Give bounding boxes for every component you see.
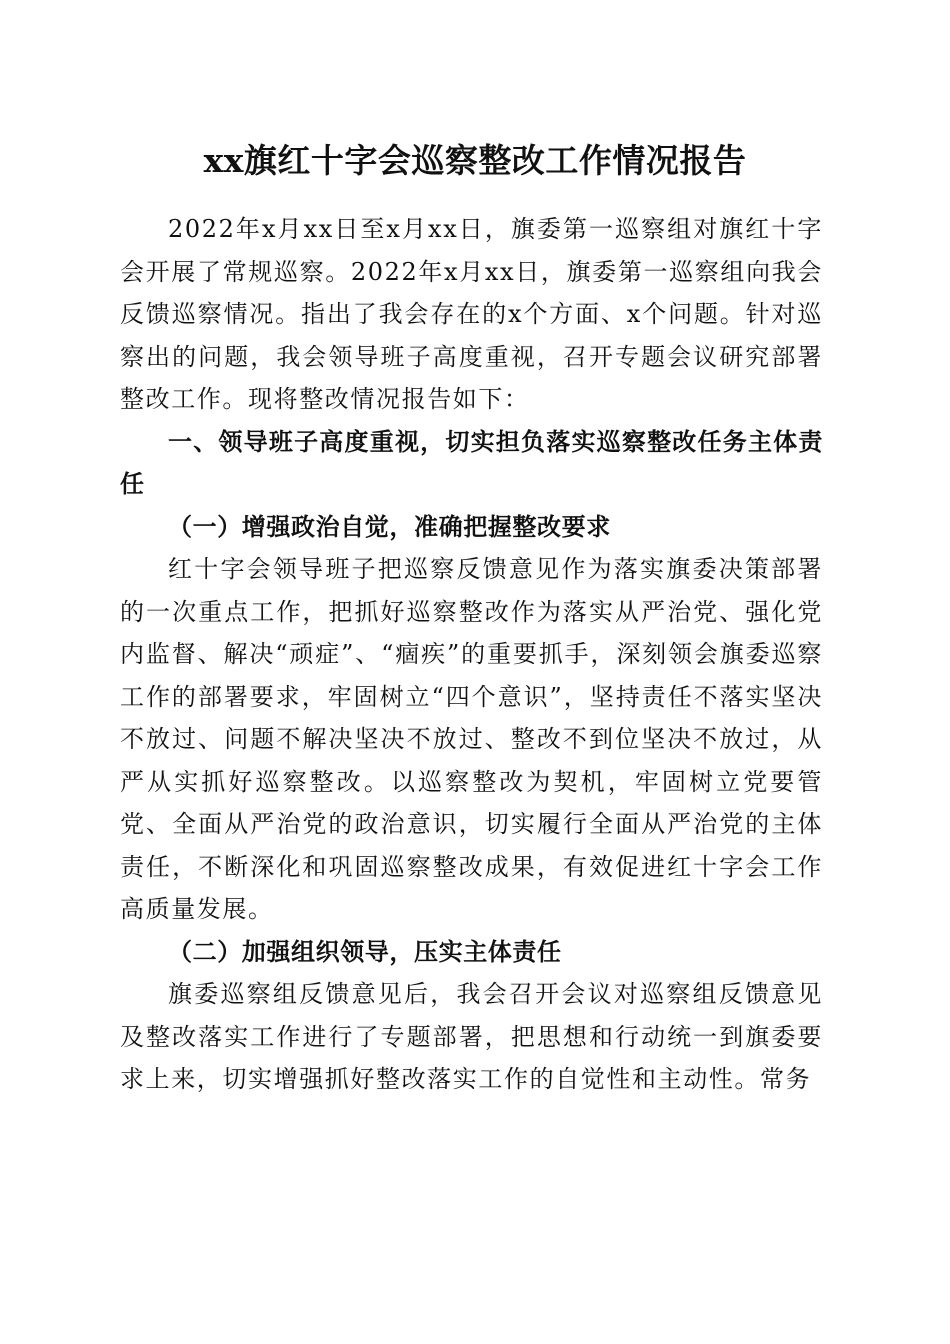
- intro-paragraph: 2022年x月xx日至x月xx日，旗委第一巡察组对旗红十字会开展了常规巡察。2022年x月xx日，旗委第一巡察组向我会反馈巡察情况。指出了我会存在的x个方面、x个问题。针对巡察出的问题，我会领导班子高度重视，召开专题会议研究部署整改工作。现将整改情况报告如下：: [120, 215, 823, 413]
- document-title: xx旗红十字会巡察整改工作情况报告: [203, 141, 747, 180]
- section-heading-1: 一、领导班子高度重视，切实担负落实巡察整改任务主体责任: [120, 427, 823, 498]
- body-paragraph-2: 旗委巡察组反馈意见后，我会召开会议对巡察组反馈意见及整改落实工作进行了专题部署，把思想和行动统一到旗委要求上来，切实增强抓好整改落实工作的自觉性和主动性。常务: [120, 980, 823, 1093]
- body-paragraph-1: 红十字会领导班子把巡察反馈意见作为落实旗委决策部署的一次重点工作，把抓好巡察整改作为落实从严治党、强化党内监督、解决“顽症”、“痼疾”的重要抓手，深刻领会旗委巡察工作的部署要求，牢固树立“四个意识”，坚持责任不落实坚决不放过、问题不解决坚决不放过、整改不到位坚决不放过，从严从实抓好巡察整改。以巡察整改为契机，牢固树立党要管党、全面从严治党的政治意识，切实履行全面从严治党的主体责任，不断深化和巩固巡察整改成果，有效促进红十字会工作高质量发展。: [120, 555, 823, 923]
- subsection-heading-1: （一）增强政治自觉，准确把握整改要求: [168, 511, 611, 541]
- subsection-heading-2: （二）加强组织领导，压实主体责任: [168, 936, 562, 966]
- document-body: [120, 208, 823, 1101]
